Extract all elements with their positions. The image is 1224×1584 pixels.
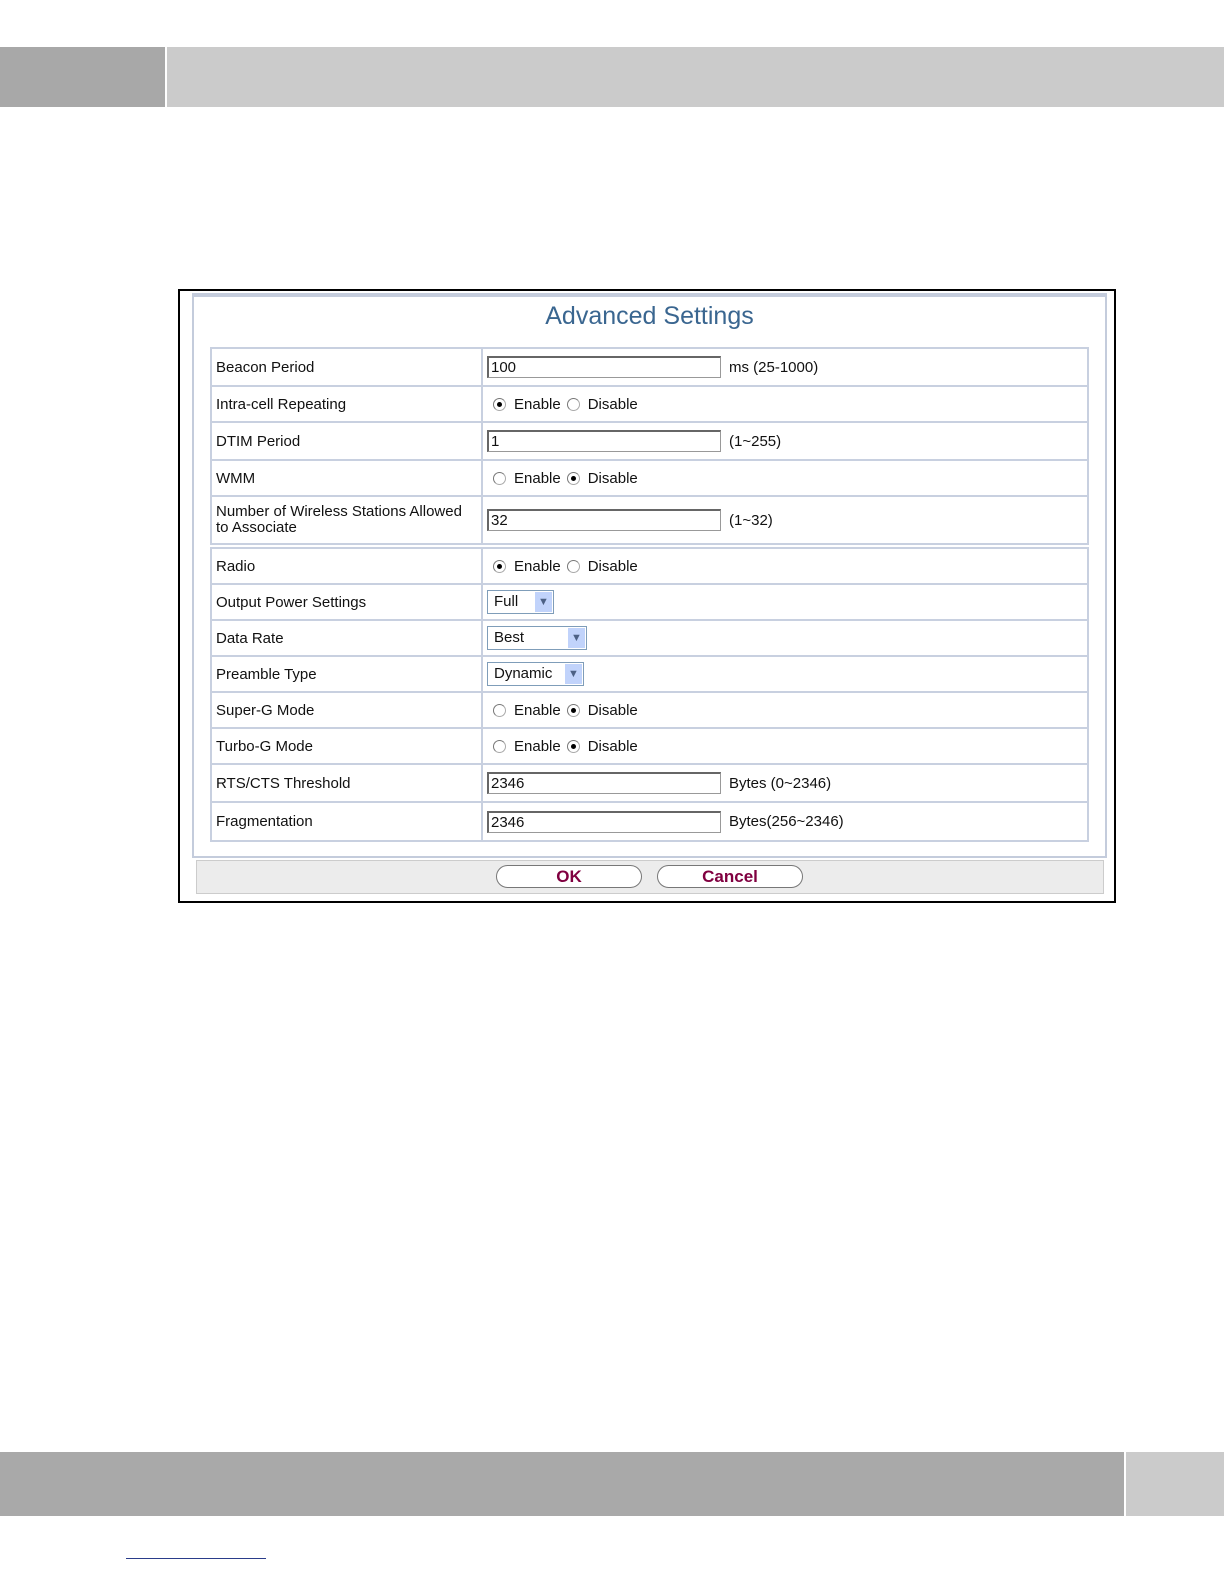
turbo-g-mode-radio-disable[interactable] [567, 740, 580, 753]
radio-label: Disable [587, 737, 638, 755]
chevron-down-icon: ▼ [565, 664, 582, 684]
setting-row-super-g-mode [211, 692, 1088, 728]
radio-label: Enable [514, 557, 561, 575]
preamble-type-select[interactable] [487, 662, 584, 686]
radio-label: Disable [587, 469, 638, 487]
fragmentation-hint: Bytes(256~2346) [729, 813, 844, 830]
select-value: Dynamic [494, 665, 553, 682]
setting-row-turbo-g-mode [211, 728, 1088, 764]
setting-control [482, 348, 1088, 386]
data-rate-select[interactable] [487, 626, 587, 650]
setting-label: Number of Wireless Stations Allowed to Associate [211, 496, 482, 544]
intra-cell-repeating-radio-enable[interactable] [493, 398, 506, 411]
header-bar-left [0, 47, 165, 107]
setting-label: Data Rate [211, 620, 482, 656]
radio-label: Enable [514, 701, 561, 719]
dtim-period-input[interactable]: 1 [487, 430, 721, 452]
wmm-radio-enable[interactable] [493, 472, 506, 485]
setting-control [482, 386, 1088, 422]
setting-control [482, 656, 1088, 692]
fragmentation-input[interactable]: 2346 [487, 811, 721, 833]
radio-label: Enable [514, 737, 561, 755]
cancel-button[interactable]: Cancel [657, 865, 803, 888]
intra-cell-repeating-radio-disable[interactable] [567, 398, 580, 411]
footer-bar [0, 1452, 1124, 1516]
beacon-period-input[interactable]: 100 [487, 356, 721, 378]
setting-control [482, 692, 1088, 728]
setting-label: DTIM Period [211, 422, 482, 460]
setting-control [482, 728, 1088, 764]
setting-label: Radio [211, 548, 482, 584]
setting-row-dtim-period [211, 422, 1088, 460]
setting-row-fragmentation [211, 802, 1088, 841]
setting-control [482, 802, 1088, 841]
ok-button[interactable]: OK [496, 865, 642, 888]
number-of-wireless-stations-allowed-to-associate-hint: (1~32) [729, 511, 773, 529]
setting-row-wmm [211, 460, 1088, 496]
number-of-wireless-stations-allowed-to-associate-input[interactable]: 32 [487, 509, 721, 531]
setting-label: Fragmentation [211, 802, 482, 841]
select-value: Best [494, 629, 525, 646]
output-power-settings-select[interactable] [487, 590, 554, 614]
header-bar [167, 47, 1224, 107]
setting-label: RTS/CTS Threshold [211, 764, 482, 802]
setting-control [482, 764, 1088, 802]
setting-control [482, 496, 1088, 544]
radio-label: Disable [587, 395, 638, 413]
setting-control [482, 422, 1088, 460]
select-value: Full [494, 593, 519, 610]
rts-cts-threshold-input[interactable]: 2346 [487, 772, 721, 794]
turbo-g-mode-radio-enable[interactable] [493, 740, 506, 753]
setting-control [482, 548, 1088, 584]
setting-label: Preamble Type [211, 656, 482, 692]
button-bar [196, 860, 1104, 894]
setting-label: Super-G Mode [211, 692, 482, 728]
settings-table-general [210, 347, 1089, 545]
setting-label: Beacon Period [211, 348, 482, 386]
setting-row-number-of-wireless-stations-allowed-to-associate [211, 496, 1088, 544]
setting-label: Turbo-G Mode [211, 728, 482, 764]
wmm-radio-disable[interactable] [567, 472, 580, 485]
radio-label: Enable [514, 469, 561, 487]
setting-label: Output Power Settings [211, 584, 482, 620]
setting-row-intra-cell-repeating [211, 386, 1088, 422]
footer-underline [126, 1558, 266, 1559]
chevron-down-icon: ▼ [568, 628, 585, 648]
radio-label: Enable [514, 395, 561, 413]
setting-row-output-power-settings [211, 584, 1088, 620]
radio-radio-disable[interactable] [567, 560, 580, 573]
radio-radio-enable[interactable] [493, 560, 506, 573]
setting-control [482, 584, 1088, 620]
settings-table-radio [210, 547, 1089, 842]
page-title: Advanced Settings [545, 302, 754, 330]
radio-label: Disable [587, 701, 638, 719]
setting-control [482, 460, 1088, 496]
setting-label: Intra-cell Repeating [211, 386, 482, 422]
dtim-period-hint: (1~255) [729, 432, 782, 450]
setting-row-data-rate [211, 620, 1088, 656]
radio-label: Disable [587, 557, 638, 575]
super-g-mode-radio-enable[interactable] [493, 704, 506, 717]
setting-row-beacon-period [211, 348, 1088, 386]
setting-row-radio [211, 548, 1088, 584]
setting-row-rts-cts-threshold [211, 764, 1088, 802]
rts-cts-threshold-hint: Bytes (0~2346) [729, 774, 832, 792]
chevron-down-icon: ▼ [535, 592, 552, 612]
setting-control [482, 620, 1088, 656]
super-g-mode-radio-disable[interactable] [567, 704, 580, 717]
setting-row-preamble-type [211, 656, 1088, 692]
setting-label: WMM [211, 460, 482, 496]
beacon-period-hint: ms (25-1000) [729, 358, 819, 376]
footer-bar-right [1126, 1452, 1224, 1516]
